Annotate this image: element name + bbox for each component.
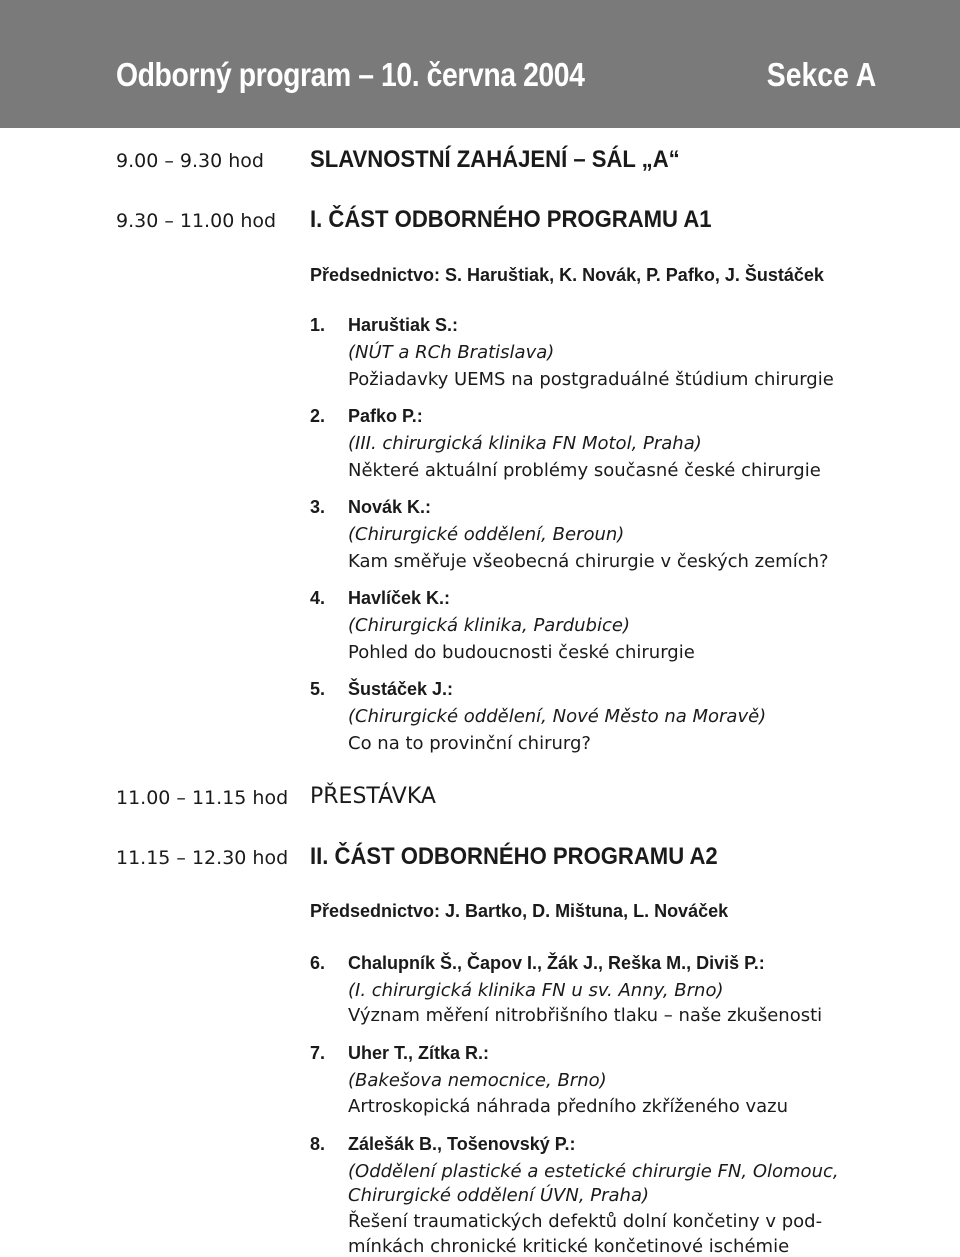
talk-title: Co na to provinční chirurg? [348, 733, 591, 754]
talk-title: Kam směřuje všeobecná chirurgie v českých zemích? [348, 551, 829, 572]
talk-institution: (NÚT a RCh Bratislava) [348, 342, 555, 363]
talk-title: Řešení traumatických defektů dolní končetiny v pod- [348, 1211, 823, 1232]
talk-number: 2. [310, 406, 326, 426]
talk-author: Uher T., Zítka R.: [348, 1043, 490, 1063]
talk-title: Pohled do budoucnosti české chirurgie [348, 642, 695, 663]
talk-author: Šustáček J.: [348, 679, 454, 699]
talk-institution: (Chirurgická klinika, Pardubice) [348, 615, 630, 636]
section-label: Sekce A [766, 56, 876, 93]
talk-author: Zálešák B., Tošenovský P.: [348, 1134, 576, 1154]
talk-number: 7. [310, 1043, 326, 1063]
talk-institution: (Chirurgické oddělení, Beroun) [348, 524, 625, 545]
talk-author: Havlíček K.: [348, 588, 451, 608]
talk-institution: (Chirurgické oddělení, Nové Město na Moravě) [348, 706, 767, 727]
session-title: SLAVNOSTNÍ ZAHÁJENÍ – SÁL „A“ [310, 146, 680, 173]
talk-author: Chalupník Š., Čapov I., Žák J., Reška M., Diviš P.: [348, 953, 765, 973]
session-time: 11.15 – 12.30 hod [116, 847, 289, 869]
page-header [0, 0, 960, 128]
talk-author: Novák K.: [348, 497, 432, 517]
talk-title: Požiadavky UEMS na postgraduálné štúdium chirurgie [348, 369, 834, 390]
talk-title: Význam měření nitrobřišního tlaku – naše zkušenosti [348, 1005, 823, 1026]
session-title: PŘESTÁVKA [310, 784, 436, 809]
program-title: Odborný program – 10. června 2004 [116, 56, 585, 93]
talk-title: mínkách chronické kritické končetinové ischémie [348, 1236, 790, 1257]
talk-title: Artroskopická náhrada předního zkříženého vazu [348, 1096, 789, 1117]
talk-number: 8. [310, 1134, 326, 1154]
talk-number: 1. [310, 315, 326, 335]
session-title: II. ČÁST ODBORNÉHO PROGRAMU A2 [310, 843, 718, 870]
talk-institution: (I. chirurgická klinika FN u sv. Anny, Brno) [348, 980, 724, 1001]
session-title: I. ČÁST ODBORNÉHO PROGRAMU A1 [310, 206, 712, 233]
chair-line: Předsednictvo: S. Haruštiak, K. Novák, P. Pafko, J. Šustáček [310, 265, 824, 285]
talk-number: 3. [310, 497, 326, 517]
talk-institution: (Oddělení plastické a estetické chirurgie FN, Olomouc, [348, 1161, 839, 1182]
session-time: 11.00 – 11.15 hod [116, 787, 289, 809]
talk-author: Haruštiak S.: [348, 315, 459, 335]
chair-line: Předsednictvo: J. Bartko, D. Mištuna, L. Nováček [310, 901, 729, 921]
talk-number: 4. [310, 588, 326, 608]
talk-institution: (III. chirurgická klinika FN Motol, Praha) [348, 433, 702, 454]
talk-institution: Chirurgické oddělení ÚVN, Praha) [348, 1185, 650, 1206]
talk-author: Pafko P.: [348, 406, 423, 426]
talk-title: Některé aktuální problémy současné české chirurgie [348, 460, 821, 481]
session-time: 9.30 – 11.00 hod [116, 210, 277, 232]
talk-number: 5. [310, 679, 326, 699]
talk-institution: (Bakešova nemocnice, Brno) [348, 1070, 607, 1091]
session-time: 9.00 – 9.30 hod [116, 150, 264, 172]
talk-number: 6. [310, 953, 326, 973]
